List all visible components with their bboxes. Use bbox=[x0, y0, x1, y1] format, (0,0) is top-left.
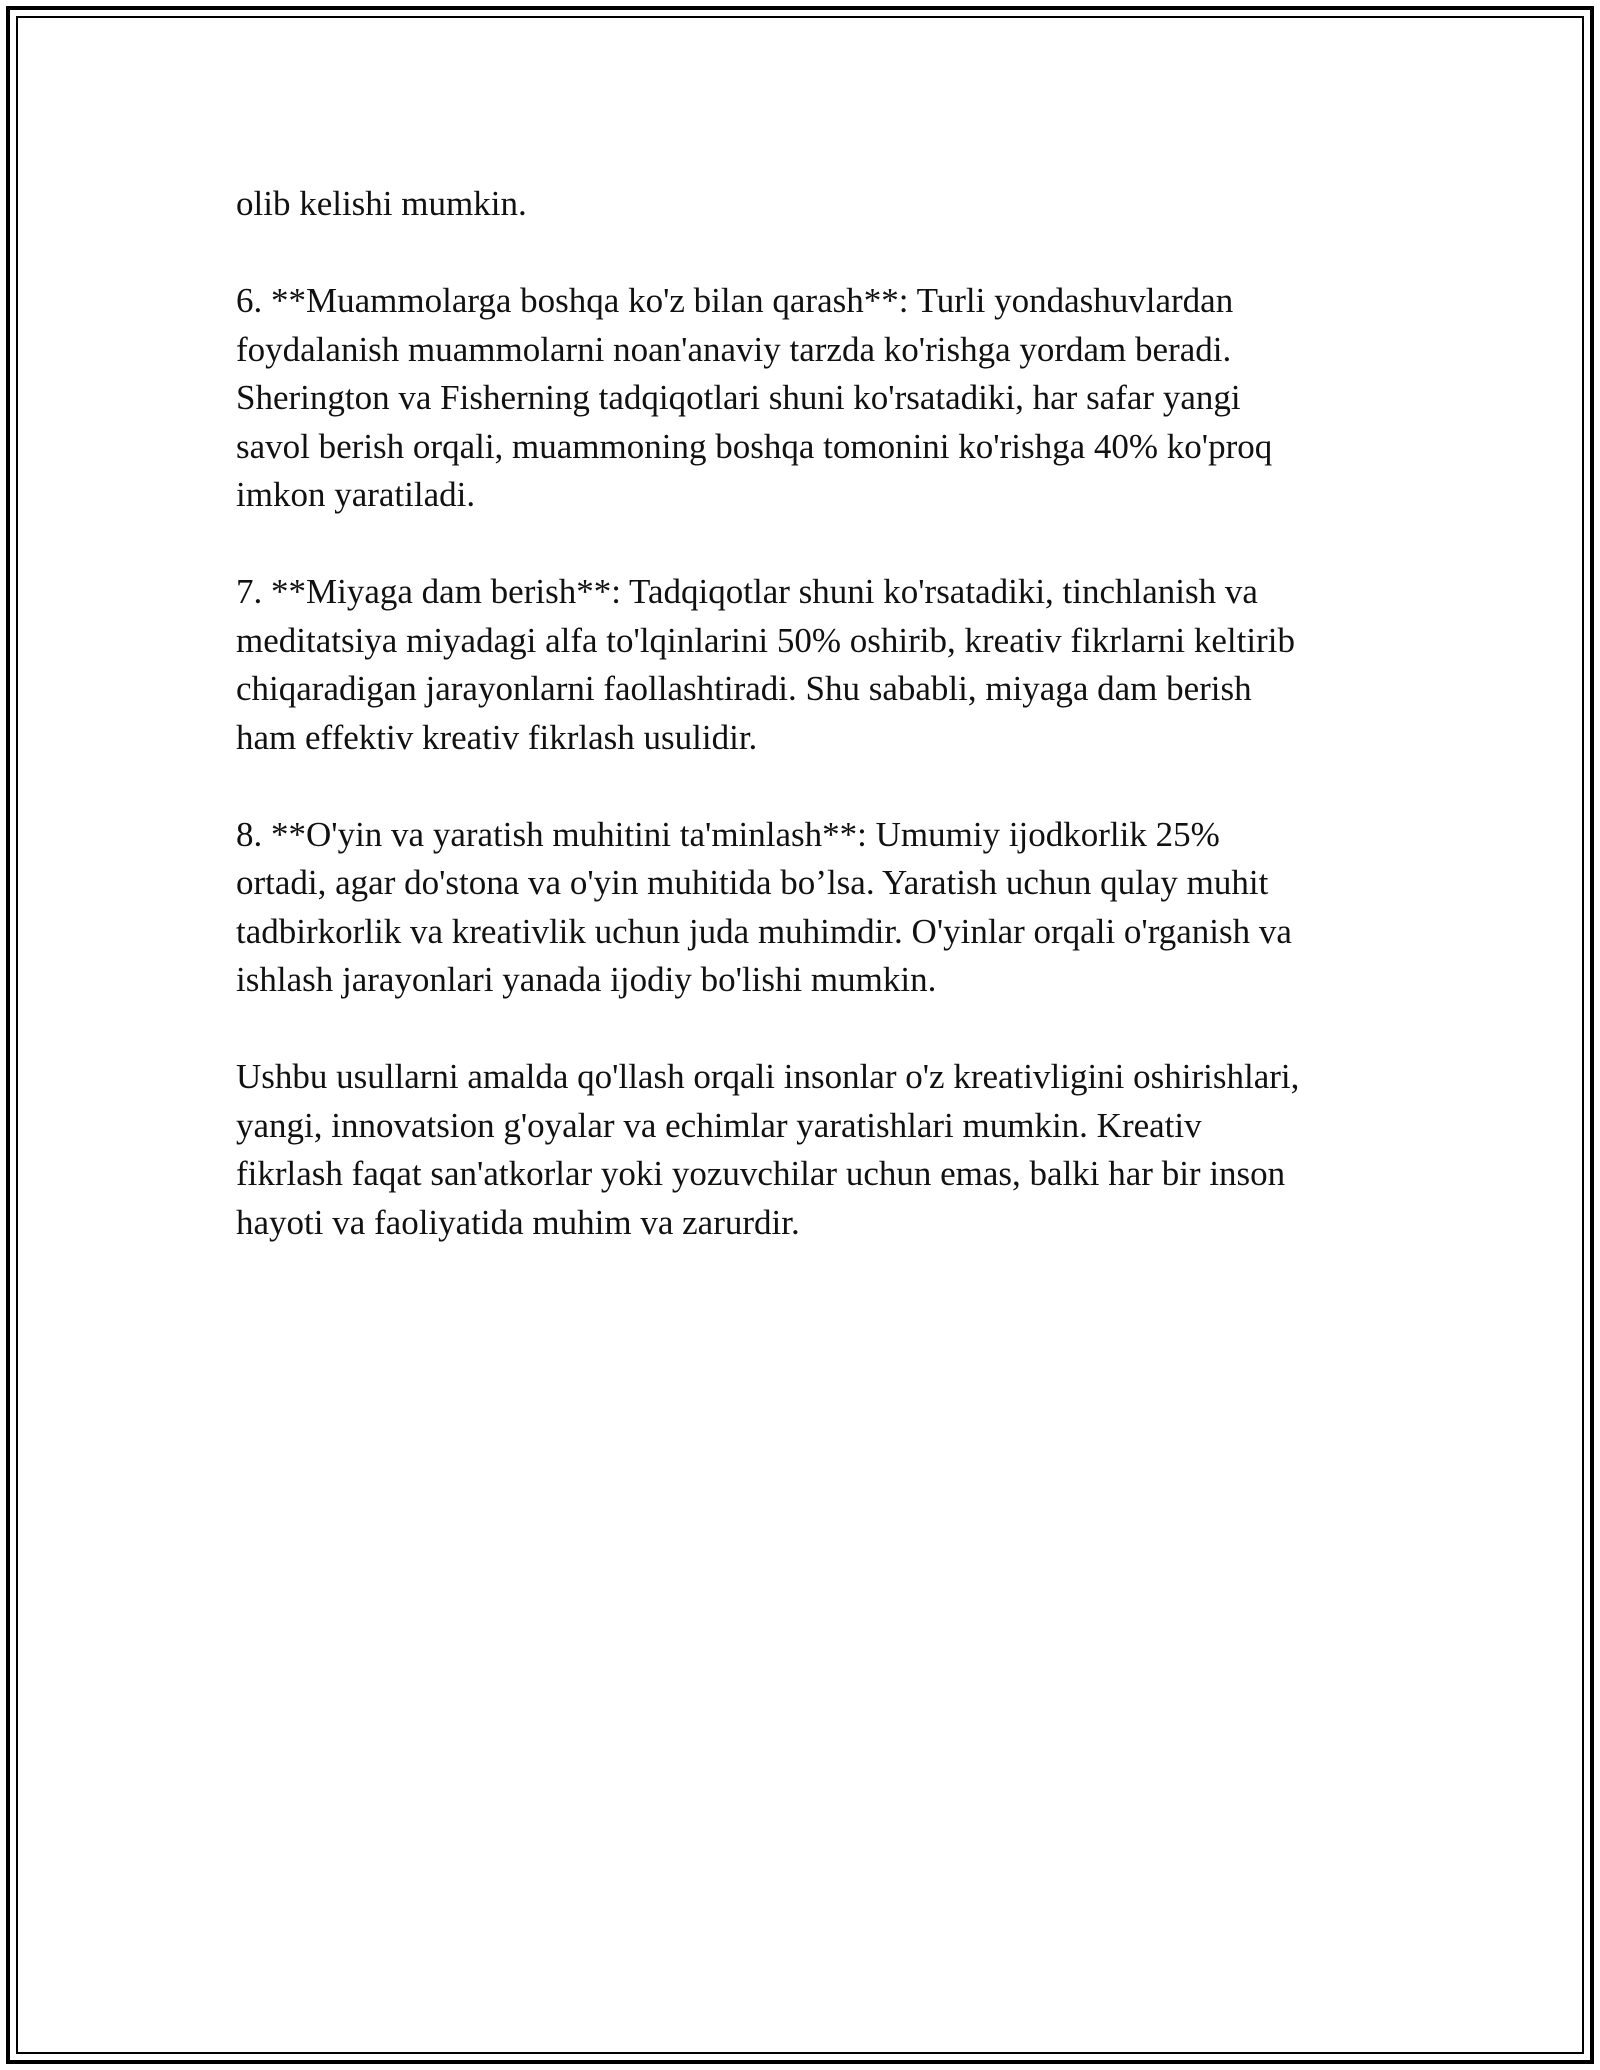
paragraph-item-8: 8. **O'yin va yaratish muhitini ta'minlash**: Umumiy ijodkorlik 25% ortadi, agar do'stona va o'yin muhitida bo’lsa. Yaratish uchun qulay muhit tadbirkorlik va kreativlik uchun juda muhimdir. O'yinlar orqali o'rganish va ishlash jarayonlari yanada ijodiy bo'lishi mumkin. bbox=[236, 814, 1292, 999]
paragraph-item-6: 6. **Muammolarga boshqa ko'z bilan qarash**: Turli yondashuvlardan foydalanish muammolarni noan'anaviy tarzda ko'rishga yordam beradi. Sherington va Fisherning tadqiqotlari shuni ko'rsatadiki, har safar yangi savol berish orqali, muammoning boshqa tomonini ko'rishga 40% ko'proq imkon yaratiladi. bbox=[236, 281, 1273, 514]
paragraph-continuation: olib kelishi mumkin. bbox=[236, 184, 527, 223]
paragraph-item-7: 7. **Miyaga dam berish**: Tadqiqotlar shuni ko'rsatadiki, tinchlanish va meditatsiya miyadagi alfa to'lqinlarini 50% oshirib, kreativ fikrlarni keltirib chiqaradigan jarayonlarni faollashtiradi. Shu sababli, miyaga dam berish ham effektiv kreativ fikrlash usulidir. bbox=[236, 572, 1295, 757]
paragraph-conclusion: Ushbu usullarni amalda qo'llash orqali insonlar o'z kreativligini oshirishlari, yangi, innovatsion g'oyalar va echimlar yaratishlari mumkin. Kreativ fikrlash faqat san'atkorlar yoki yozuvchilar uchun emas, balki har bir inson hayoti va faoliyatida muhim va zarurdir. bbox=[236, 1057, 1300, 1242]
document-body bbox=[236, 180, 1366, 1296]
